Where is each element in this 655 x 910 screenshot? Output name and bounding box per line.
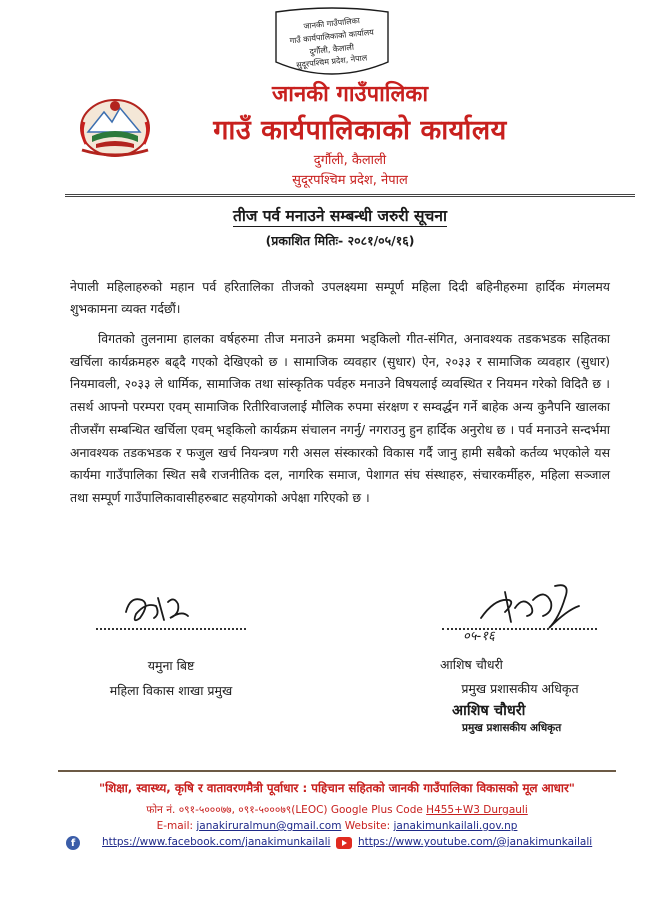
name-seal: आशिष चौधरी xyxy=(452,703,526,719)
role-seal: प्रमुख प्रशासकीय अधिकृत xyxy=(462,722,562,734)
notice-title xyxy=(150,204,530,226)
footer-divider xyxy=(58,770,616,772)
signature-left xyxy=(120,588,195,630)
website-label: Website: xyxy=(344,820,391,832)
stamp-line-4: सुदूरपश्चिम प्रदेश, नेपाल xyxy=(295,53,368,70)
office-stamp xyxy=(268,6,396,86)
footer-web xyxy=(58,820,616,832)
email-label: E-mail: xyxy=(156,820,194,832)
stamp-line-3: दुर्गौली, कैलाली xyxy=(309,42,355,57)
social-links xyxy=(66,836,626,854)
nepal-government-emblem-icon xyxy=(74,92,156,160)
youtube-icon[interactable] xyxy=(336,837,352,849)
letterhead-divider xyxy=(65,194,635,197)
footer-motto: "शिक्षा, स्वास्थ्य, कृषि र वातावरणमैत्री पूर्वाधार : पहिचान सहितको जानकी गाउँपालिका विकासको मूल आधार" xyxy=(99,781,575,795)
email-link[interactable]: janakiruralmun@gmail.com xyxy=(196,820,342,832)
plus-code[interactable]: H455+W3 Durgauli xyxy=(426,804,528,816)
address-line-1: दुर्गौली, कैलाली xyxy=(313,153,387,168)
phone-numbers: फोन नं. ०९१-५०००७७, ०९१-५०००७९(LEOC) xyxy=(146,804,328,816)
signer-role-left: महिला विकास शाखा प्रमुख xyxy=(109,683,233,698)
published-date: (प्रकाशित मितिः- २०८१/०५/१६) xyxy=(265,233,415,248)
signature-line-left xyxy=(96,628,246,630)
website-link[interactable]: janakimunkailali.gov.np xyxy=(393,820,518,832)
paragraph-greeting: नेपाली महिलाहरुको महान पर्व हरितालिका तीजको उपलक्ष्यमा सम्पूर्ण महिला दिदी बहिनीहरुमा हार्दिक मंगलमय शुभकामना व्यक्त गर्दछौं। xyxy=(70,279,610,316)
stamp-line-2: गाउँ कार्यपालिकाको कार्यालय xyxy=(289,27,375,46)
stamp-line-1: जानकी गाउँपालिका xyxy=(303,16,361,31)
facebook-link[interactable]: https://www.facebook.com/janakimunkailali xyxy=(102,836,331,848)
notice-title-text: तीज पर्व मनाउने सम्बन्धी जरुरी सूचना xyxy=(232,207,447,225)
address-line-2: सुदूरपश्चिम प्रदेश, नेपाल xyxy=(292,173,408,188)
municipality-name: जानकी गाउँपालिका xyxy=(271,82,429,107)
signature-date: ०५-१६ xyxy=(463,629,495,644)
signer-role-right: प्रमुख प्रशासकीय अधिकृत xyxy=(461,681,579,696)
paragraph-main: विगतको तुलनामा हालका वर्षहरुमा तीज मनाउने क्रममा भड्किलो गीत-संगित, अनावश्यक तडकभडक सहितका खर्चिला कार्यक्रमहरु बढ्दै गएको देखिएको छ । सामाजिक व्यवहार (सुधार) ऐन, २०३३ र सामाजिक व्यवहार (सुधार) नियमावली, २०३३ ले धार्मिक, सामाजिक तथा सांस्कृतिक पर्वहरु मनाउने विषयलाई व्यवस्थित र नियमन गरेको विदितै छ । तसर्थ आफ्नो परम्परा एवम् सामाजिक रितीरिवाजलाई मौलिक रुपमा संरक्षण र सम्वर्द्धन गर्ने बाहेक अन्य कुनैपनि खालका तीजसँग सम्बन्धित खर्चिला एवम् भड्किलो कार्यक्रम संचालन नगर्नु/ नगराउनु हुन हार्दिक अनुरोध छ । पर्व मनाउने सन्दर्भमा अनावश्यक तडकभडक र फजुल खर्च नियन्त्रण गरी असल संस्कारको विकास गर्दै जानु हामी सबैको कर्तव्य भएकोले यस कार्यमा गाउँपालिका स्थित सबै राजनीतिक दल, नागरिक समाज, पेशागत संघ संस्थाहरु, संचारकर्मीहरु, महिला सञ्जाल तथा सम्पूर्ण गाउँपालिकावासीहरुबाट सहयोगको अपेक्षा गरिएको छ । xyxy=(70,331,610,505)
signer-name-right: आशिष चौधरी xyxy=(440,657,503,672)
office-name: गाउँ कार्यपालिकाको कार्यालय xyxy=(213,115,507,146)
youtube-link[interactable]: https://www.youtube.com/@janakimunkailali xyxy=(358,836,593,848)
plus-code-label: Google Plus Code xyxy=(330,804,423,816)
facebook-icon[interactable]: f xyxy=(66,836,80,850)
footer-contact xyxy=(58,803,616,817)
signer-name-left: यमुना बिष्ट xyxy=(147,658,195,673)
